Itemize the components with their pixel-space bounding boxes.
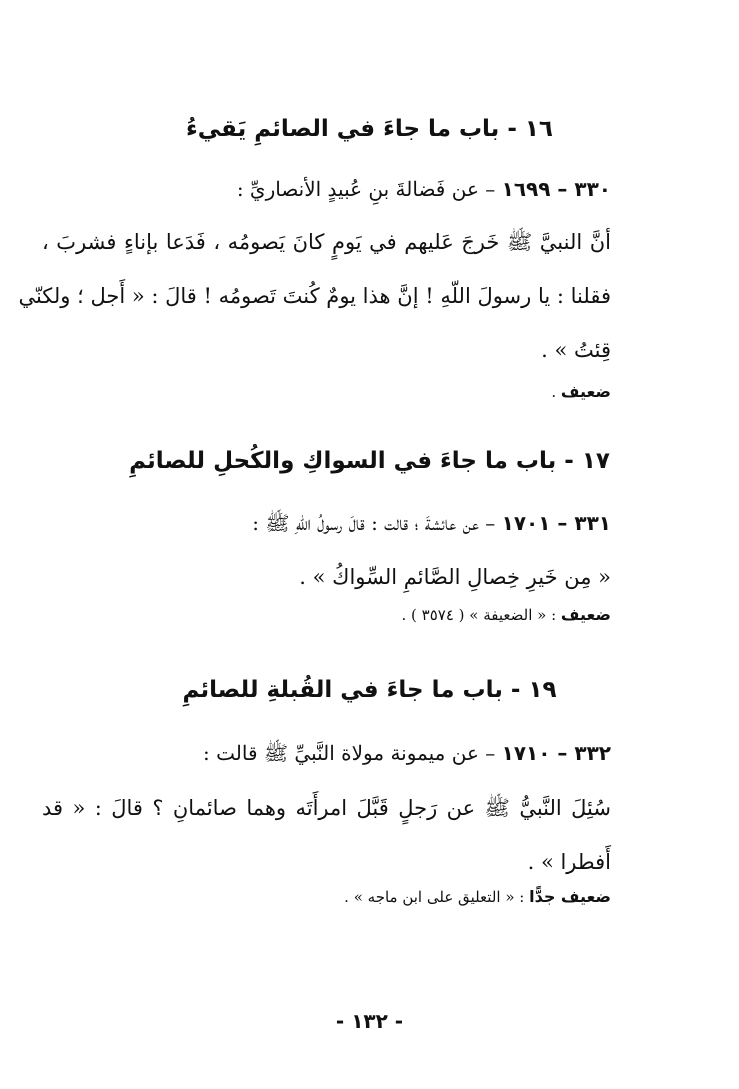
hadith-narrator: – عن ميمونة مولاة النَّبيِّ ﷺ قالت : [203,741,496,765]
chapter-heading-19: ١٩ - باب ما جاءَ في القُبلةِ للصائمِ [182,677,557,703]
hadith-text-line: أنَّ النبيَّ ﷺ خَرجَ عَليهم في يَومٍ كانَ يَصومُه ، فَدَعا بإناءٍ فشربَ ، [42,230,611,254]
chapter-heading-17: ١٧ - باب ما جاءَ في السواكِ والكُحلِ للصائمِ [129,448,610,474]
hadith-grading [402,603,611,627]
grading-label: ضعيف [560,605,611,624]
hadith-number: ٣٣١ – ١٧٠١ [501,511,611,535]
grading-label: ضعيف جدًّا [529,887,611,906]
hadith-text-line: قِئتُ » . [541,338,611,362]
hadith-narrator: – عن فَضالةَ بنِ عُبيدٍ الأنصاريِّ : [236,177,496,201]
hadith-text-line: فقلنا : يا رسولَ اللّهِ ! إنَّ هذا يومٌ كُنتَ تَصومُه ! قالَ : « أَجل ؛ ولكنّي [18,284,611,308]
grading-detail: : « الضعيفة » ( ٣٥٧٤ ) . [401,606,561,624]
grading-detail: . [551,383,561,401]
chapter-heading-16: ١٦ - باب ما جاءَ في الصائمِ يَقيءُ [186,116,553,142]
hadith-grading [344,885,611,909]
hadith-number: ٣٣٢ – ١٧١٠ [501,741,611,765]
hadith-number: ٣٣٠ – ١٦٩٩ [501,177,611,201]
page-number: - ١٣٢ - [335,1009,404,1033]
hadith-text-line: أَفطرا » . [527,850,611,874]
hadith-header-331 [252,508,611,538]
hadith-narrator: – عن عائشةَ ؛ قالت : قالَ رسولُ اللّهِ ﷺ : [252,511,496,535]
hadith-text-line: « مِن خَيرِ خِصالِ الصَّائمِ السِّواكُ » . [299,565,611,589]
hadith-header-332 [203,738,611,768]
hadith-header-330 [237,174,611,204]
hadith-text-line: سُئِلَ النَّبيُّ ﷺ عن رَجلٍ قَبَّلَ امرأَتَه وهما صائمانِ ؟ قالَ : « قد [42,796,611,820]
grading-detail: : « التعليق على ابن ماجه » . [344,888,530,906]
grading-label: ضعيف [560,382,611,401]
hadith-grading [551,380,611,404]
